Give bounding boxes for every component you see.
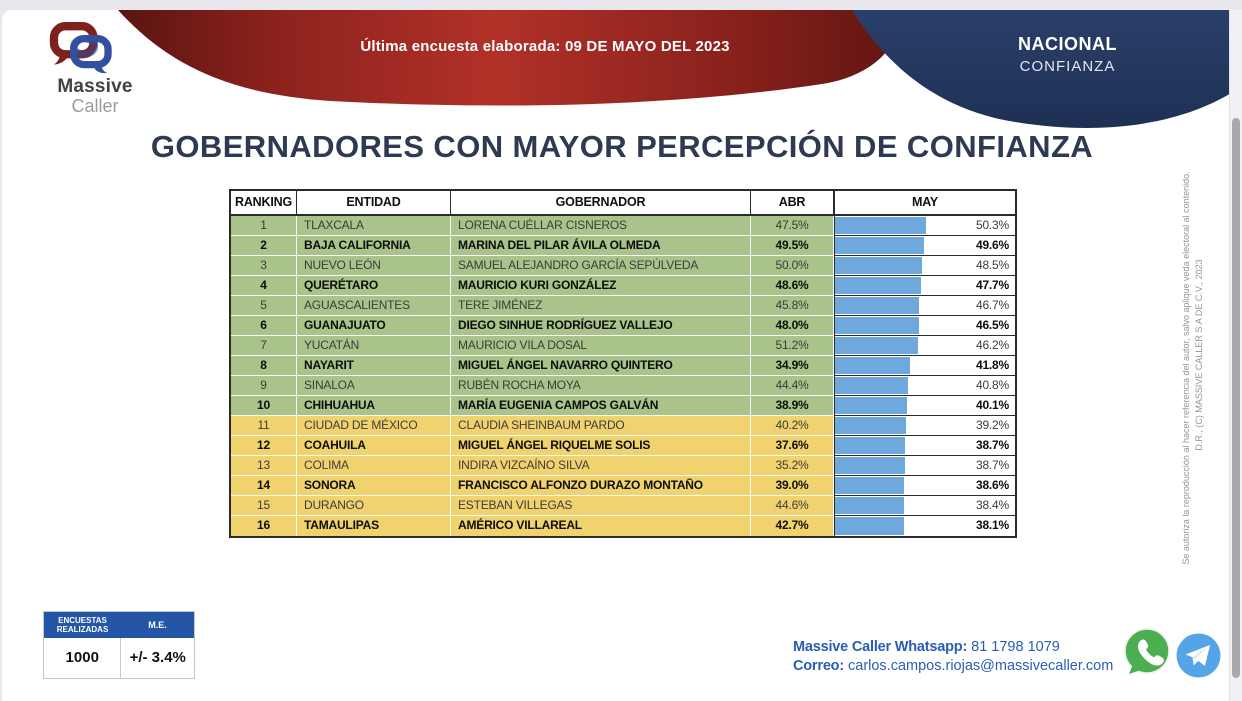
col-header-may: MAY [834,191,1015,214]
cell-ranking: 12 [231,436,297,456]
cell-may [834,496,1015,516]
stats-header [44,612,194,638]
cell-ranking: 11 [231,416,297,436]
contact-email-line [793,657,1113,676]
stats-header-encuestas: ENCUESTAS REALIZADAS [56,616,109,634]
may-bar [835,217,926,234]
may-bar [835,237,924,254]
cell-abr: 39.0% [751,476,834,496]
cell-entidad: NAYARIT [297,356,451,376]
cell-ranking: 2 [231,236,297,256]
cell-entidad: YUCATÁN [297,336,451,356]
cell-gobernador: SAMUEL ALEJANDRO GARCÍA SEPÚLVEDA [451,256,751,276]
cell-may-value: 40.1% [975,398,1009,412]
cell-ranking: 13 [231,456,297,476]
cell-entidad: TAMAULIPAS [297,516,451,536]
cell-abr: 50.0% [751,256,834,276]
copyright-note: D.R., (C) MASSIVE CALLER S.A DE C.V., 2023 [1194,259,1204,451]
region-title: NACIONAL [1018,34,1117,54]
cell-may-value: 41.8% [975,358,1009,372]
cell-gobernador: RUBÉN ROCHA MOYA [451,376,751,396]
may-bar [835,337,918,354]
table-row [231,456,1015,476]
table-row [231,396,1015,416]
contact-block [793,638,1113,676]
cell-gobernador: MAURICIO VILA DOSAL [451,336,751,356]
may-bar [835,457,905,474]
may-bar [835,477,904,494]
table-row [231,296,1015,316]
table-row [231,216,1015,236]
cell-may [834,336,1015,356]
cell-gobernador: MARINA DEL PILAR ÁVILA OLMEDA [451,236,751,256]
disclaimer-note: Se autoriza la reproducción al hacer referencia del autor, salvo aplique veda electoral al contenido. [1181,171,1191,565]
telegram-icon[interactable] [1176,633,1221,678]
cell-abr: 38.9% [751,396,834,416]
cell-abr: 37.6% [751,436,834,456]
may-bar [835,317,919,334]
contact-whatsapp-line [793,638,1113,657]
cell-ranking: 5 [231,296,297,316]
cell-entidad: SINALOA [297,376,451,396]
cell-abr: 34.9% [751,356,834,376]
cell-may [834,476,1015,496]
cell-abr: 49.5% [751,236,834,256]
may-bar [835,357,910,374]
cell-ranking: 8 [231,356,297,376]
cell-entidad: COLIMA [297,456,451,476]
cell-ranking: 14 [231,476,297,496]
ranking-table [229,189,1017,538]
cell-may [834,276,1015,296]
col-header-entidad: ENTIDAD [297,191,451,214]
massive-caller-logo [46,22,156,116]
may-bar [835,277,921,294]
cell-may-value: 49.6% [975,238,1009,252]
cell-abr: 44.4% [751,376,834,396]
cell-may-value: 50.3% [975,218,1009,232]
cell-entidad: GUANAJUATO [297,316,451,336]
cell-abr: 48.0% [751,316,834,336]
contact-email-address[interactable]: carlos.campos.riojas@massivecaller.com [848,658,1114,674]
may-bar [835,397,907,414]
table-header-row [231,191,1015,216]
cell-ranking: 9 [231,376,297,396]
may-bar [835,257,922,274]
stats-value-me: +/- 3.4% [129,649,186,666]
col-header-ranking: RANKING [231,191,297,214]
cell-ranking: 3 [231,256,297,276]
table-row [231,236,1015,256]
cell-gobernador: MIGUEL ÁNGEL NAVARRO QUINTERO [451,356,751,376]
cell-may-value: 46.2% [975,338,1009,352]
may-bar [835,437,905,454]
stats-value-encuestas: 1000 [44,638,121,678]
table-row [231,256,1015,276]
table-row [231,516,1015,536]
cell-abr: 40.2% [751,416,834,436]
cell-abr: 35.2% [751,456,834,476]
cell-may [834,416,1015,436]
cell-may-value: 38.7% [975,438,1009,452]
cell-may [834,516,1015,536]
table-row [231,476,1015,496]
cell-gobernador: INDIRA VIZCAÍNO SILVA [451,456,751,476]
may-bar [835,377,908,394]
table-row [231,316,1015,336]
contact-email-label: Correo: [793,658,844,674]
cell-may-value: 40.8% [975,378,1009,392]
cell-gobernador: CLAUDIA SHEINBAUM PARDO [451,416,751,436]
table-row [231,496,1015,516]
cell-may-value: 38.6% [975,478,1009,492]
stats-values [44,638,194,678]
cell-entidad: SONORA [297,476,451,496]
contact-whatsapp-number[interactable]: 81 1798 1079 [971,639,1060,655]
sample-stats-box [43,611,195,679]
cell-abr: 42.7% [751,516,834,536]
cell-ranking: 10 [231,396,297,416]
cell-ranking: 1 [231,216,297,236]
cell-may [834,456,1015,476]
cell-abr: 47.5% [751,216,834,236]
cell-ranking: 4 [231,276,297,296]
cell-may [834,436,1015,456]
cell-gobernador: TERE JIMÉNEZ [451,296,751,316]
banner-red-shape [118,10,903,106]
cell-entidad: CHIHUAHUA [297,396,451,416]
cell-may-value: 39.2% [975,418,1009,432]
table-row [231,276,1015,296]
cell-may-value: 38.7% [975,458,1009,472]
cell-abr: 48.6% [751,276,834,296]
last-survey-date [330,38,760,55]
table-row [231,356,1015,376]
cell-entidad: AGUASCALIENTES [297,296,451,316]
table-row [231,416,1015,436]
page-title: GOBERNADORES CON MAYOR PERCEPCIÓN DE CONFIANZA [150,129,1094,164]
cell-gobernador: FRANCISCO ALFONZO DURAZO MONTAÑO [451,476,751,496]
logo-word-massive: Massive [57,76,133,97]
cell-entidad: BAJA CALIFORNIA [297,236,451,256]
cell-ranking: 6 [231,316,297,336]
table-row [231,436,1015,456]
cell-gobernador: ESTEBAN VILLEGAS [451,496,751,516]
cell-entidad: QUERÉTARO [297,276,451,296]
cell-ranking: 15 [231,496,297,516]
cell-may [834,396,1015,416]
cell-may-value: 48.5% [975,258,1009,272]
cell-may [834,216,1015,236]
cell-ranking: 16 [231,516,297,536]
whatsapp-icon[interactable] [1123,628,1171,676]
cell-may [834,236,1015,256]
logo-word-caller: Caller [71,96,119,116]
may-bar [835,517,904,535]
cell-abr: 51.2% [751,336,834,356]
cell-may-value: 38.1% [975,518,1009,532]
contact-whatsapp-label: Massive Caller Whatsapp: [793,639,968,655]
cell-may-value: 47.7% [975,278,1009,292]
last-survey-label: Última encuesta elaborada: [360,38,561,55]
cell-may [834,256,1015,276]
cell-entidad: NUEVO LEÓN [297,256,451,276]
cell-gobernador: MARÍA EUGENIA CAMPOS GALVÁN [451,396,751,416]
cell-abr: 44.6% [751,496,834,516]
cell-may [834,376,1015,396]
cell-may [834,296,1015,316]
cell-may-value: 46.7% [975,298,1009,312]
last-survey-value: 09 DE MAYO DEL 2023 [564,38,730,55]
cell-entidad: DURANGO [297,496,451,516]
cell-may-value: 46.5% [975,318,1009,332]
cell-may-value: 38.4% [975,498,1009,512]
may-bar [835,497,904,514]
may-bar [835,297,919,314]
scrollbar-track[interactable] [1229,10,1242,701]
cell-entidad: CIUDAD DE MÉXICO [297,416,451,436]
cell-gobernador: LORENA CUÉLLAR CISNEROS [451,216,751,236]
cell-gobernador: MAURICIO KURI GONZÁLEZ [451,276,751,296]
cell-entidad: TLAXCALA [297,216,451,236]
metric-title: CONFIANZA [1019,58,1116,75]
table-row [231,336,1015,356]
region-block [975,33,1160,79]
cell-abr: 45.8% [751,296,834,316]
table-body [231,216,1015,536]
col-header-abr: ABR [751,191,834,214]
logo-bubbles-icon [46,22,116,74]
may-bar [835,417,906,434]
cell-gobernador: AMÉRICO VILLAREAL [451,516,751,536]
cell-entidad: COAHUILA [297,436,451,456]
stats-header-me: M.E. [148,620,167,630]
cell-ranking: 7 [231,336,297,356]
cell-gobernador: DIEGO SINHUE RODRÍGUEZ VALLEJO [451,316,751,336]
scrollbar-thumb[interactable] [1232,118,1240,678]
cell-may [834,316,1015,336]
cell-gobernador: MIGUEL ÁNGEL RIQUELME SOLIS [451,436,751,456]
table-row [231,376,1015,396]
cell-may [834,356,1015,376]
col-header-gobernador: GOBERNADOR [451,191,751,214]
